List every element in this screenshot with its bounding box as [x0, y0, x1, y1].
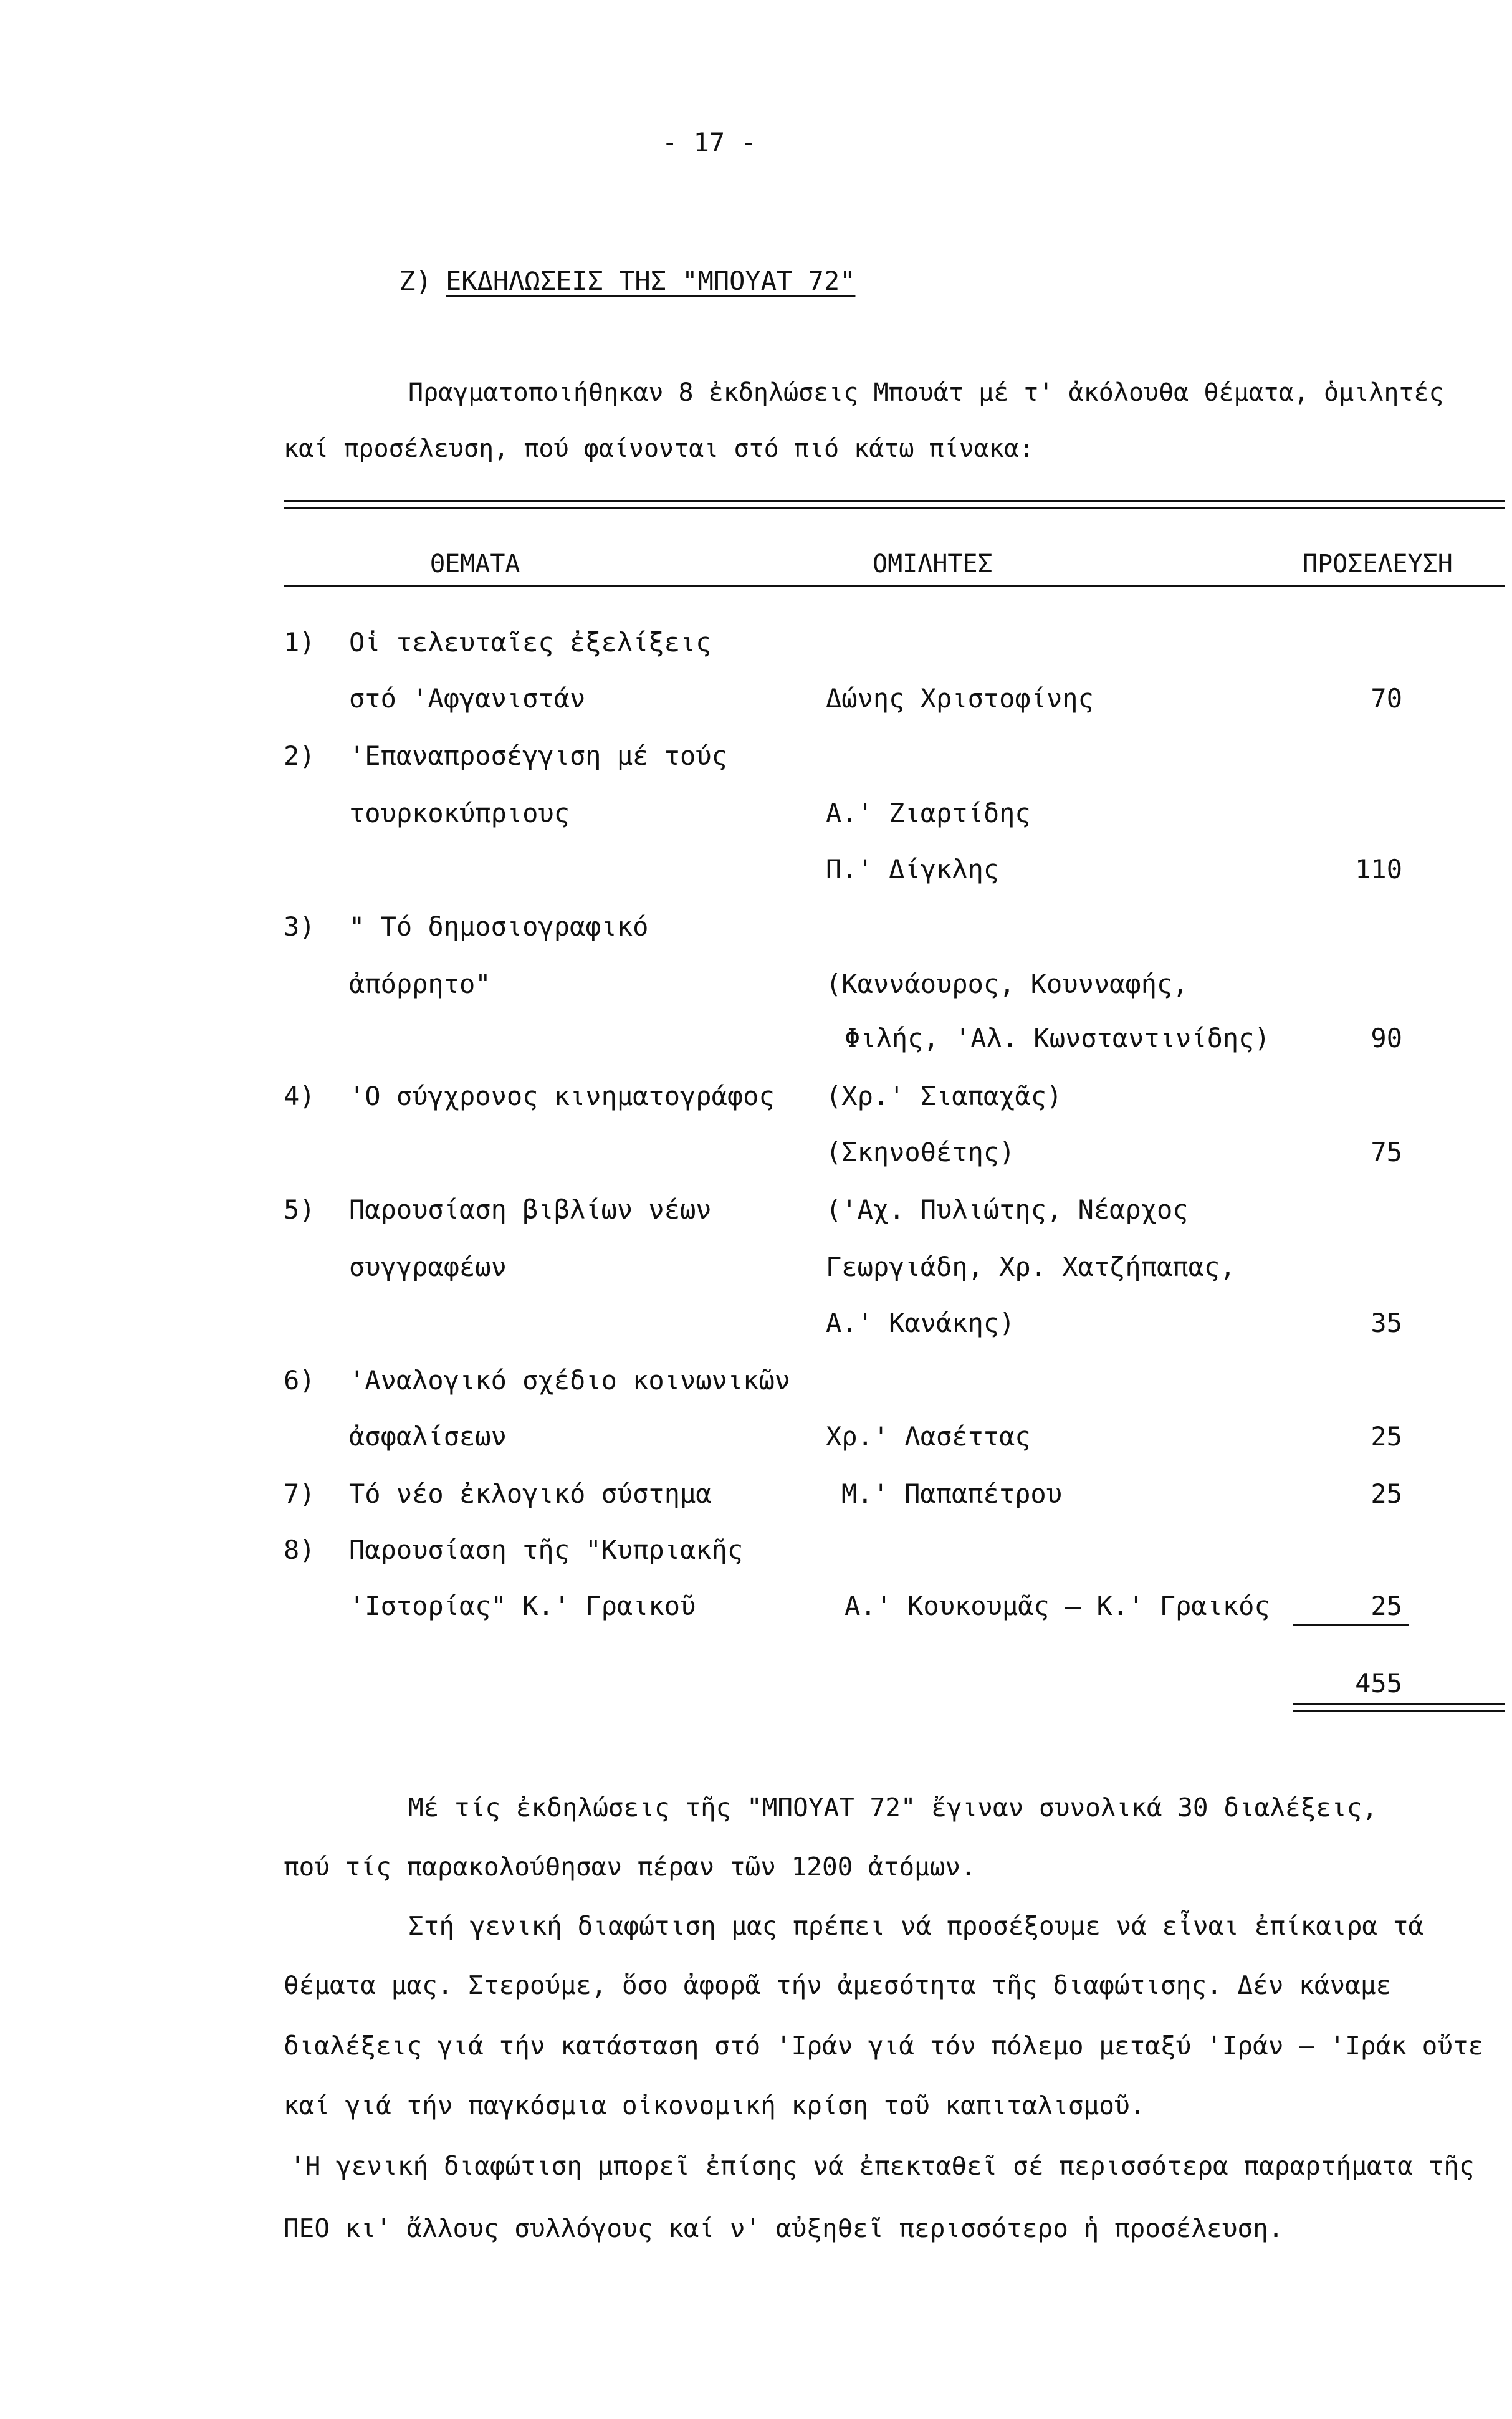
speaker-text: Μ.' Παπαπέτρου — [841, 1478, 1063, 1509]
attendance-value: 25 — [1371, 1591, 1402, 1621]
sum-rule — [1293, 1624, 1409, 1626]
speaker-text: Δώνης Χριστοφίνης — [826, 683, 1094, 714]
topic-text: στό 'Αφγανιστάν — [349, 683, 586, 714]
attendance-value: 110 — [1355, 854, 1402, 884]
item-number: 5) — [284, 1194, 315, 1225]
closing-line-8: ΠΕΟ κι' ἄλλους συλλόγους καί ν' αὐξηθεῖ περισσότερο ἡ προσέλευση. — [284, 2213, 1284, 2243]
speaker-text: Α.' Κανάκης) — [826, 1308, 1015, 1338]
attendance-value: 35 — [1371, 1308, 1402, 1338]
item-number: 6) — [284, 1365, 315, 1396]
speaker-text: (Σκηνοθέτης) — [826, 1137, 1015, 1167]
topic-text: Οἱ τελευταῖες ἐξελίξεις — [349, 627, 712, 658]
header-speakers: ΟΜΙΛΗΤΕΣ — [873, 550, 993, 578]
total-double-rule-2 — [1293, 1710, 1505, 1712]
attendance-value: 90 — [1371, 1023, 1402, 1053]
speaker-text: Χρ.' Λασέττας — [826, 1421, 1031, 1452]
speaker-text: Φιλής, 'Αλ. Κωνσταντινίδης) — [845, 1023, 1270, 1053]
table-top-rule-2 — [284, 507, 1505, 509]
topic-text: Παρουσίαση τῆς "Κυπριακῆς — [349, 1535, 744, 1565]
attendance-value: 25 — [1371, 1421, 1402, 1452]
speaker-text: (Καννάουρος, Κουνναφής, — [826, 969, 1189, 999]
header-topics: ΘΕΜΑΤΑ — [430, 550, 520, 578]
attendance-value: 75 — [1371, 1137, 1402, 1167]
closing-line-5: διαλέξεις γιά τήν κατάσταση στό 'Ιράν γιά τόν πόλεμο μεταξύ 'Ιράν – 'Ιράκ οὔτε — [284, 2031, 1484, 2061]
closing-line-2: πού τίς παρακολούθησαν πέραν τῶν 1200 ἀτόμων. — [284, 1852, 976, 1882]
speaker-text: Α.' Κουκουμᾶς – Κ.' Γραικός — [845, 1591, 1270, 1621]
attendance-value: 25 — [1371, 1478, 1402, 1509]
closing-line-3: Στή γενική διαφώτιση μας πρέπει νά προσέξουμε νά εἶναι ἐπίκαιρα τά — [408, 1911, 1424, 1941]
attendance-value: 70 — [1371, 683, 1402, 714]
closing-line-7: 'Η γενική διαφώτιση μπορεῖ ἐπίσης νά ἐπεκταθεῖ σέ περισσότερα παραρτήματα τῆς — [290, 2151, 1475, 2181]
topic-text: 'Επαναπροσέγγιση μέ τούς — [349, 740, 727, 771]
closing-line-6: καί γιά τήν παγκόσμια οἰκονομική κρίση τοῦ καπιταλισμοῦ. — [284, 2091, 1146, 2120]
intro-line-1: Πραγματοποιήθηκαν 8 ἐκδηλώσεις Μπουάτ μέ τ' ἀκόλουθα θέματα, ὁμιλητές — [408, 378, 1444, 407]
header-underline — [284, 585, 1505, 587]
section-title: ΕΚΔΗΛΩΣΕΙΣ ΤΗΣ "ΜΠΟΥΑΤ 72" — [446, 266, 856, 296]
section-label: Z) — [399, 266, 432, 297]
topic-text: 'Ιστορίας" Κ.' Γραικοῦ — [349, 1591, 696, 1621]
speaker-text: Α.' Ζιαρτίδης — [826, 798, 1031, 828]
topic-text: Τό νέο ἐκλογικό σύστημα — [349, 1478, 712, 1509]
topic-text: ἀπόρρητο" — [349, 969, 491, 999]
topic-text: ἀσφαλίσεων — [349, 1421, 507, 1452]
topic-text: 'Ο σύγχρονος κινηματογράφος — [349, 1081, 775, 1111]
item-number: 8) — [284, 1535, 315, 1565]
topic-text: " Τό δημοσιογραφικό — [349, 911, 649, 942]
speaker-text: Π.' Δίγκλης — [826, 854, 1000, 884]
closing-line-4: θέματα μας. Στερούμε, ὅσο ἀφορᾶ τήν ἀμεσότητα τῆς διαφώτισης. Δέν κάναμε — [284, 1970, 1392, 2000]
table-top-rule — [284, 500, 1505, 502]
topic-text: 'Αναλογικό σχέδιο κοινωνικῶν — [349, 1365, 791, 1396]
topic-text: συγγραφέων — [349, 1252, 507, 1282]
header-attendance: ΠΡΟΣΕΛΕΥΣΗ — [1303, 550, 1453, 578]
topic-text: τουρκοκύπριους — [349, 798, 570, 828]
speaker-text: (Χρ.' Σιαπαχᾶς) — [826, 1081, 1063, 1111]
item-number: 2) — [284, 740, 315, 771]
closing-line-1: Μέ τίς ἐκδηλώσεις τῆς "ΜΠΟΥΑΤ 72" ἔγιναν συνολικά 30 διαλέξεις, — [408, 1793, 1378, 1823]
speaker-text: Γεωργιάδη, Χρ. Χατζήπαπας, — [826, 1252, 1236, 1282]
attendance-total: 455 — [1355, 1668, 1402, 1698]
speaker-text: ('Αχ. Πυλιώτης, Νέαρχος — [826, 1194, 1189, 1225]
item-number: 1) — [284, 627, 315, 658]
topic-text: Παρουσίαση βιβλίων νέων — [349, 1194, 712, 1225]
page-number: - 17 - — [662, 127, 757, 158]
intro-line-2: καί προσέλευση, πού φαίνονται στό πιό κάτω πίνακα: — [284, 434, 1035, 463]
total-double-rule-1 — [1293, 1703, 1505, 1705]
item-number: 3) — [284, 911, 315, 942]
item-number: 7) — [284, 1478, 315, 1509]
item-number: 4) — [284, 1081, 315, 1111]
